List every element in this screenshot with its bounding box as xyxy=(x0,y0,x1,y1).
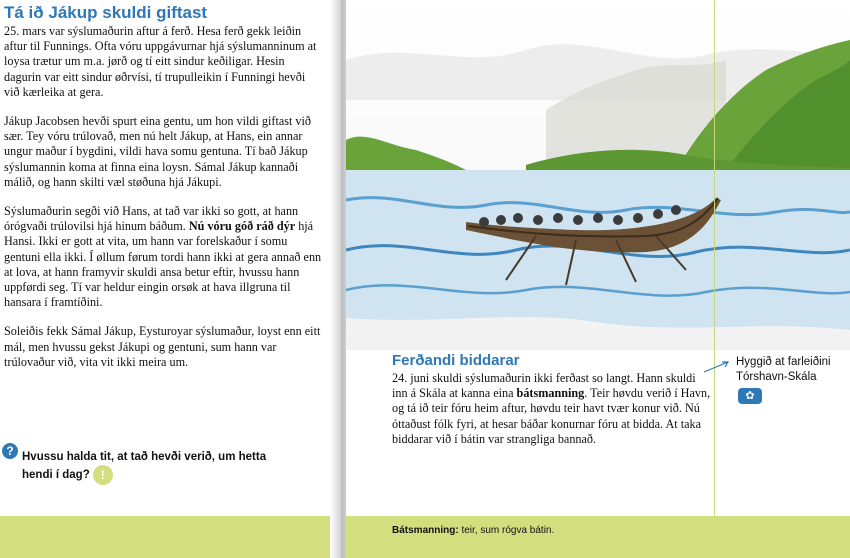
margin-rule xyxy=(714,0,715,516)
footnote-term: Bátsmanning: xyxy=(392,525,459,536)
section-heading: Ferðandi biddarar xyxy=(392,352,520,369)
footnote-definition: teir, sum rógva bátin. xyxy=(458,525,555,536)
right-body-text xyxy=(392,371,712,447)
paw-icon: ✿ xyxy=(738,388,762,404)
question-text: Hvussu halda tit, at tað hevði verið, um hetta hendi í dag? xyxy=(22,451,267,481)
rowing-boat-illustration xyxy=(346,0,850,350)
paragraph-2: Jákup Jacobsen hevði spurt eina gentu, um hon vildi giftast við sær. Tey vóru trúlovað, men nú helt Jákup, at Hans, ein annar ungur maður í bygdini, vildi hava somu gentuna. Tí bað Jákup sýslumannin koma at finna eina loysn. Sámal Jákup kannaði málið, og hann skilti væl støðuna hjá Jákupi. xyxy=(4,114,312,189)
paragraph-3-start: Sýslumaðurin segði við Hans, at tað var ikki so gott, at hann órógvaði trúlovilsi hjá hinum báðum. xyxy=(4,204,299,234)
left-body-text xyxy=(4,24,322,384)
paragraph-3-end: hjá Hansi. Ikki er gott at vita, um hann var forelskaður í somu gentuni ella ikki. Í øllum førum tordi hann ikki at gera annað enn at lova, at hann framyvir skuldi ansa betur eftir, hvussu hann uppførdi seg. Tí var heldur eingin orsøk at hava illgruna til hansara í framtíðini. xyxy=(4,219,322,310)
paragraph-1: 25. mars var sýslumaðurin aftur á ferð. Hesa ferð gekk leiðin aftur til Funnings. Ofta vóru uppgávurnar hjá sýslumanninum at loysa trætur um m.a. jørð og tí eitt sindur keðiligar. Hesin dagurin var eitt sindur øðrvísi, tí trupulleikin í Funningi hevði við kærleika at gera. xyxy=(4,24,317,99)
left-page xyxy=(0,0,336,558)
map-sidenote: Hyggið at farleiðini Tórshavn-Skála xyxy=(736,356,831,383)
arrow-icon xyxy=(702,360,732,374)
right-footer-band xyxy=(346,516,850,558)
page-title: Tá ið Jákup skuldi giftast xyxy=(4,3,208,22)
paragraph-3-bold: Nú vóru góð ráð dýr xyxy=(188,219,296,234)
left-footer-band xyxy=(0,516,336,558)
question-icon: ? xyxy=(2,443,18,459)
lightbulb-icon: ! xyxy=(93,465,113,485)
paragraph-4: Soleiðis fekk Sámal Jákup, Eysturoyar sýslumaður, loyst enn eitt mál, men hvussu gekst Jákupi og gentuni, sum hann var trúlovaður við, vita vit ikki meira um. xyxy=(4,324,321,369)
right-body-end: . Teir høvdu verið í Havn, og tá ið teir fóru heim aftur, høvdu teir havt tvær konur við. Nú óttaðust fólk fyri, at hesar báðar konurnar fóru at bidda. At taka biddarar við í bátin var strangliga bannað. xyxy=(392,386,711,446)
right-page xyxy=(346,0,850,558)
paragraph-3 xyxy=(4,204,322,310)
glossary-footnote xyxy=(392,525,554,536)
right-body-start: 24. juni skuldi sýslumaðurin ikki ferðast so langt. Hann skuldi inn á Skála at kanna eina xyxy=(392,371,696,401)
right-body-bold: bátsmanning xyxy=(516,386,585,401)
